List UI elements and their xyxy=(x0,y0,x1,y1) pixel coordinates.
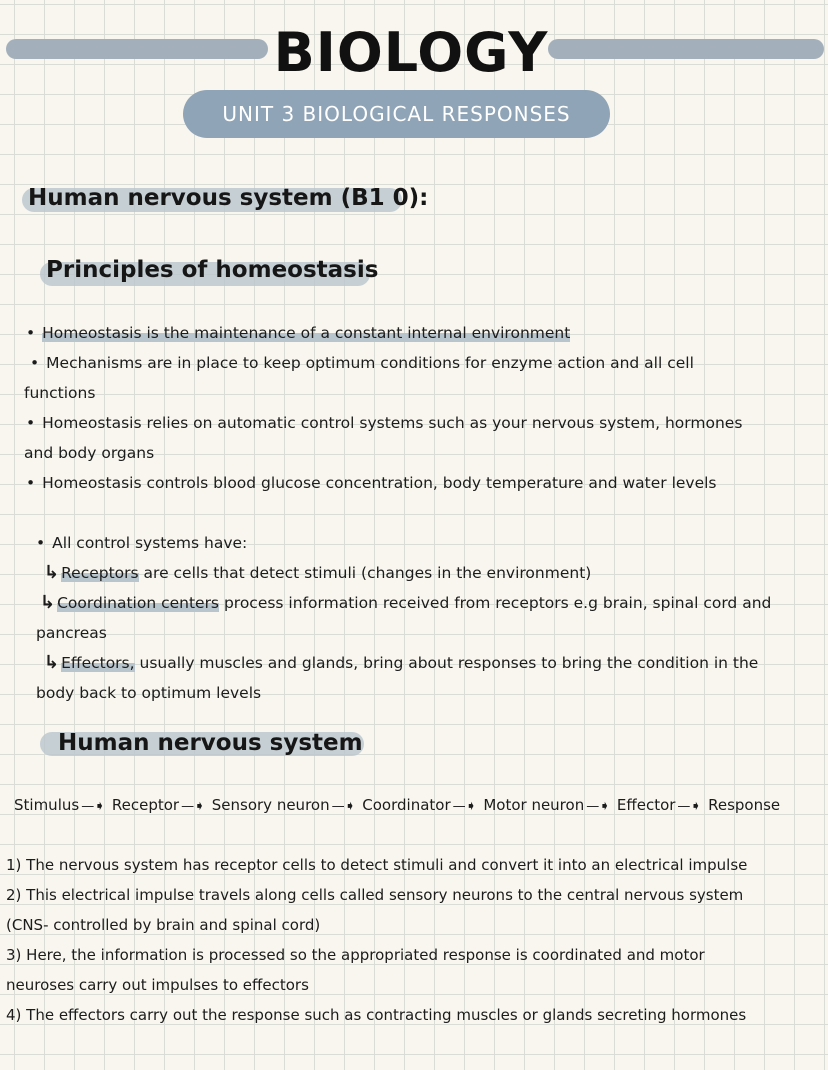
hook-arrow-icon: ↳ xyxy=(40,592,56,613)
page-title: BIOLOGY xyxy=(273,21,549,84)
homeostasis-line-1 xyxy=(26,318,570,348)
homeostasis-line-4 xyxy=(26,408,742,438)
effectors-line xyxy=(44,648,758,678)
homeostasis-line-2 xyxy=(30,348,694,378)
coordination-term: Coordination centers xyxy=(57,594,220,612)
receptors-text: are cells that detect stimuli (changes in the environment) xyxy=(138,564,592,582)
bullet-icon: • xyxy=(30,354,40,372)
receptors-line xyxy=(44,558,591,588)
hook-arrow-icon: ↳ xyxy=(44,562,60,583)
effectors-term: Effectors, xyxy=(61,654,135,672)
homeostasis-text: and body organs xyxy=(24,444,155,462)
step-line-4: 3) Here, the information is processed so the appropriated response is coordinated and motor xyxy=(6,946,705,964)
arrow-right-icon: —➧ xyxy=(586,799,611,814)
homeostasis-heading: Principles of homeostasis xyxy=(46,257,379,283)
control-intro-text: All control systems have: xyxy=(52,534,248,552)
nervous-pathway-flow xyxy=(14,790,780,822)
effectors-cont: body back to optimum levels xyxy=(36,684,262,702)
coordination-text: process information received from receptors e.g brain, spinal cord and xyxy=(219,594,772,612)
homeostasis-line-6 xyxy=(26,468,717,498)
arrow-right-icon: —➧ xyxy=(452,799,477,814)
homeostasis-text: Homeostasis controls blood glucose concentration, body temperature and water levels xyxy=(42,474,717,492)
bullet-icon: • xyxy=(26,414,36,432)
unit-subtitle: UNIT 3 BIOLOGICAL RESPONSES xyxy=(183,90,610,138)
homeostasis-line-5 xyxy=(24,438,154,468)
header-bar-right xyxy=(548,39,824,59)
step-line-3: (CNS- controlled by brain and spinal cord) xyxy=(6,916,321,934)
bullet-icon: • xyxy=(26,324,36,342)
coordination-cont: pancreas xyxy=(36,624,107,642)
step-line-6: 4) The effectors carry out the response such as contracting muscles or glands secreting hormones xyxy=(6,1006,747,1024)
step-line-5: neuroses carry out impulses to effectors xyxy=(6,976,309,994)
effectors-text: usually muscles and glands, bring about responses to bring the condition in the xyxy=(134,654,759,672)
arrow-right-icon: —➧ xyxy=(181,799,205,814)
control-intro xyxy=(36,528,247,558)
effectors-cont-line xyxy=(36,678,261,708)
flow-step-sensory-neuron: Sensory neuron xyxy=(211,796,330,814)
coordination-line xyxy=(40,588,771,618)
step-line-1: 1) The nervous system has receptor cells to detect stimuli and convert it into an electrical impulse xyxy=(6,856,748,874)
homeostasis-definition: Homeostasis is the maintenance of a constant internal environment xyxy=(42,324,571,342)
receptors-term: Receptors xyxy=(61,564,139,582)
flow-step-effector: Effector xyxy=(616,796,676,814)
flow-step-response: Response xyxy=(708,796,781,814)
nervous-heading: Human nervous system xyxy=(58,730,363,756)
homeostasis-text: functions xyxy=(24,384,96,402)
arrow-right-icon: —➧ xyxy=(677,799,702,814)
flow-step-motor-neuron: Motor neuron xyxy=(483,796,585,814)
coordination-cont-line xyxy=(36,618,107,648)
flow-step-coordinator: Coordinator xyxy=(362,796,451,814)
flow-step-receptor: Receptor xyxy=(111,796,180,814)
hook-arrow-icon: ↳ xyxy=(44,652,60,673)
homeostasis-text: Mechanisms are in place to keep optimum conditions for enzyme action and all cell xyxy=(46,354,694,372)
homeostasis-text: Homeostasis relies on automatic control systems such as your nervous system, hormones xyxy=(42,414,743,432)
bullet-icon: • xyxy=(26,474,36,492)
main-heading: Human nervous system (B1 0): xyxy=(28,185,429,211)
arrow-right-icon: —➧ xyxy=(331,799,356,814)
header-bar-left xyxy=(6,39,268,59)
step-line-2: 2) This electrical impulse travels along cells called sensory neurons to the central nervous system xyxy=(6,886,744,904)
arrow-right-icon: —➧ xyxy=(81,799,106,814)
flow-step-stimulus: Stimulus xyxy=(14,796,80,814)
homeostasis-line-3 xyxy=(24,378,95,408)
bullet-icon: • xyxy=(36,534,46,552)
